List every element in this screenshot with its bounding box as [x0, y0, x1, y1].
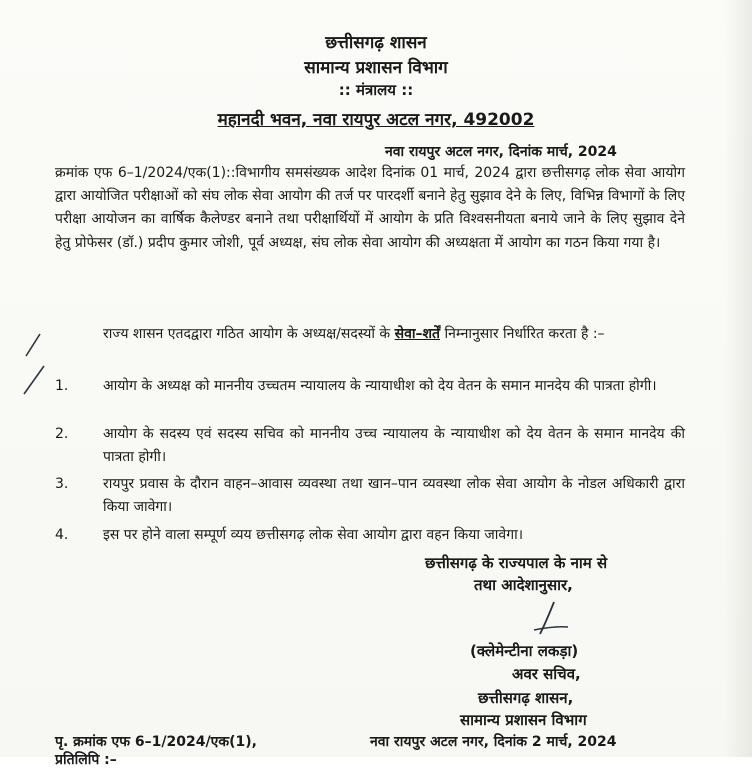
- list-item-number: 4.: [55, 527, 69, 543]
- list-item-text: आयोग के अध्यक्ष को माननीय उच्चतम न्यायालय के न्यायाधीश को देय वेतन के समान मानदेय की पात्रता होगी।: [103, 378, 657, 394]
- governor-order-line: छत्तीसगढ़ के राज्यपाल के नाम से: [425, 554, 608, 572]
- by-order-line: तथा आदेशानुसार,: [474, 576, 573, 594]
- copy-to-label: प्रतिलिपि :–: [55, 752, 117, 768]
- list-item-number: 1.: [55, 378, 69, 394]
- para2-text-after: निम्नानुसार निर्धारित करता है :–: [440, 326, 605, 342]
- signatory-designation: अवर सचिव,: [512, 665, 581, 683]
- service-conditions-underlined: सेवा–शर्तें: [394, 326, 441, 342]
- list-item-text: इस पर होने वाला सम्पूर्ण व्यय छत्तीसगढ़ लोक सेवा आयोग द्वारा वहन किया जावेगा।: [103, 527, 524, 543]
- signatory-govt: छत्तीसगढ़ शासन,: [478, 689, 574, 707]
- order-paragraph: क्रमांक एफ 6–1/2024/एक(1)::विभागीय समसंख्यक आदेश दिनांक 01 मार्च, 2024 द्वारा छत्तीसगढ़ लोक सेवा आयोग द्वारा आयोजित परीक्षाओं को संघ लोक सेवा आयोग की तर्ज पर पारदर्शी बनाने हेतु सुझाव देने के लिए, विभिन्न विभागों के लिए परीक्षा आयोजन का वार्षिक कैलेण्डर बनाने तथा परीक्षार्थियों में आयोग के प्रति विश्वसनीयता बनाये जाने के लिए सुझाव देने हेतु प्रोफेसर (डॉ.) प्रदीप कुमार जोशी, पूर्व अध्यक्ष, संघ लोक सेवा आयोग की अध्यक्षता में आयोग का गठन किया गया है।: [55, 165, 685, 251]
- pen-tick-mark-icon: [18, 330, 48, 400]
- list-item-number: 3.: [55, 476, 69, 492]
- address-line: महानदी भवन, नवा रायपुर अटल नगर, 492002: [217, 110, 535, 130]
- endorsement-reference: पृ. क्रमांक एफ 6–1/2024/एक(1),: [55, 734, 257, 750]
- list-item-number: 2.: [55, 426, 69, 442]
- signatory-name: (क्लेमेन्टीना लकड़ा): [470, 642, 579, 660]
- govt-title: छत्तीसगढ़ शासन: [325, 33, 427, 53]
- department-title: सामान्य प्रशासन विभाग: [304, 58, 448, 78]
- list-item-text: आयोग के सदस्य एवं सदस्य सचिव को माननीय उच्च न्यायालय के न्यायाधीश को देय वेतन के समान मानदेय की पात्रता होगी।: [103, 426, 685, 465]
- service-conditions-paragraph: [55, 323, 685, 346]
- signatory-department: सामान्य प्रशासन विभाग: [460, 711, 587, 729]
- list-item-text: रायपुर प्रवास के दौरान वाहन–आवास व्यवस्था तथा खान–पान व्यवस्था लोक सेवा आयोग के नोडल अधिकारी द्वारा किया जावेगा।: [103, 476, 685, 515]
- endorsement-date: नवा रायपुर अटल नगर, दिनांक 2 मार्च, 2024: [370, 734, 617, 750]
- date-line: नवा रायपुर अटल नगर, दिनांक मार्च, 2024: [385, 144, 617, 160]
- handwritten-signature-icon: [520, 598, 580, 640]
- para2-text-before: राज्य शासन एतदद्वारा गठित आयोग के अध्यक्ष/सदस्यों के: [103, 326, 395, 342]
- ministry-label: :: मंत्रालय ::: [338, 81, 414, 99]
